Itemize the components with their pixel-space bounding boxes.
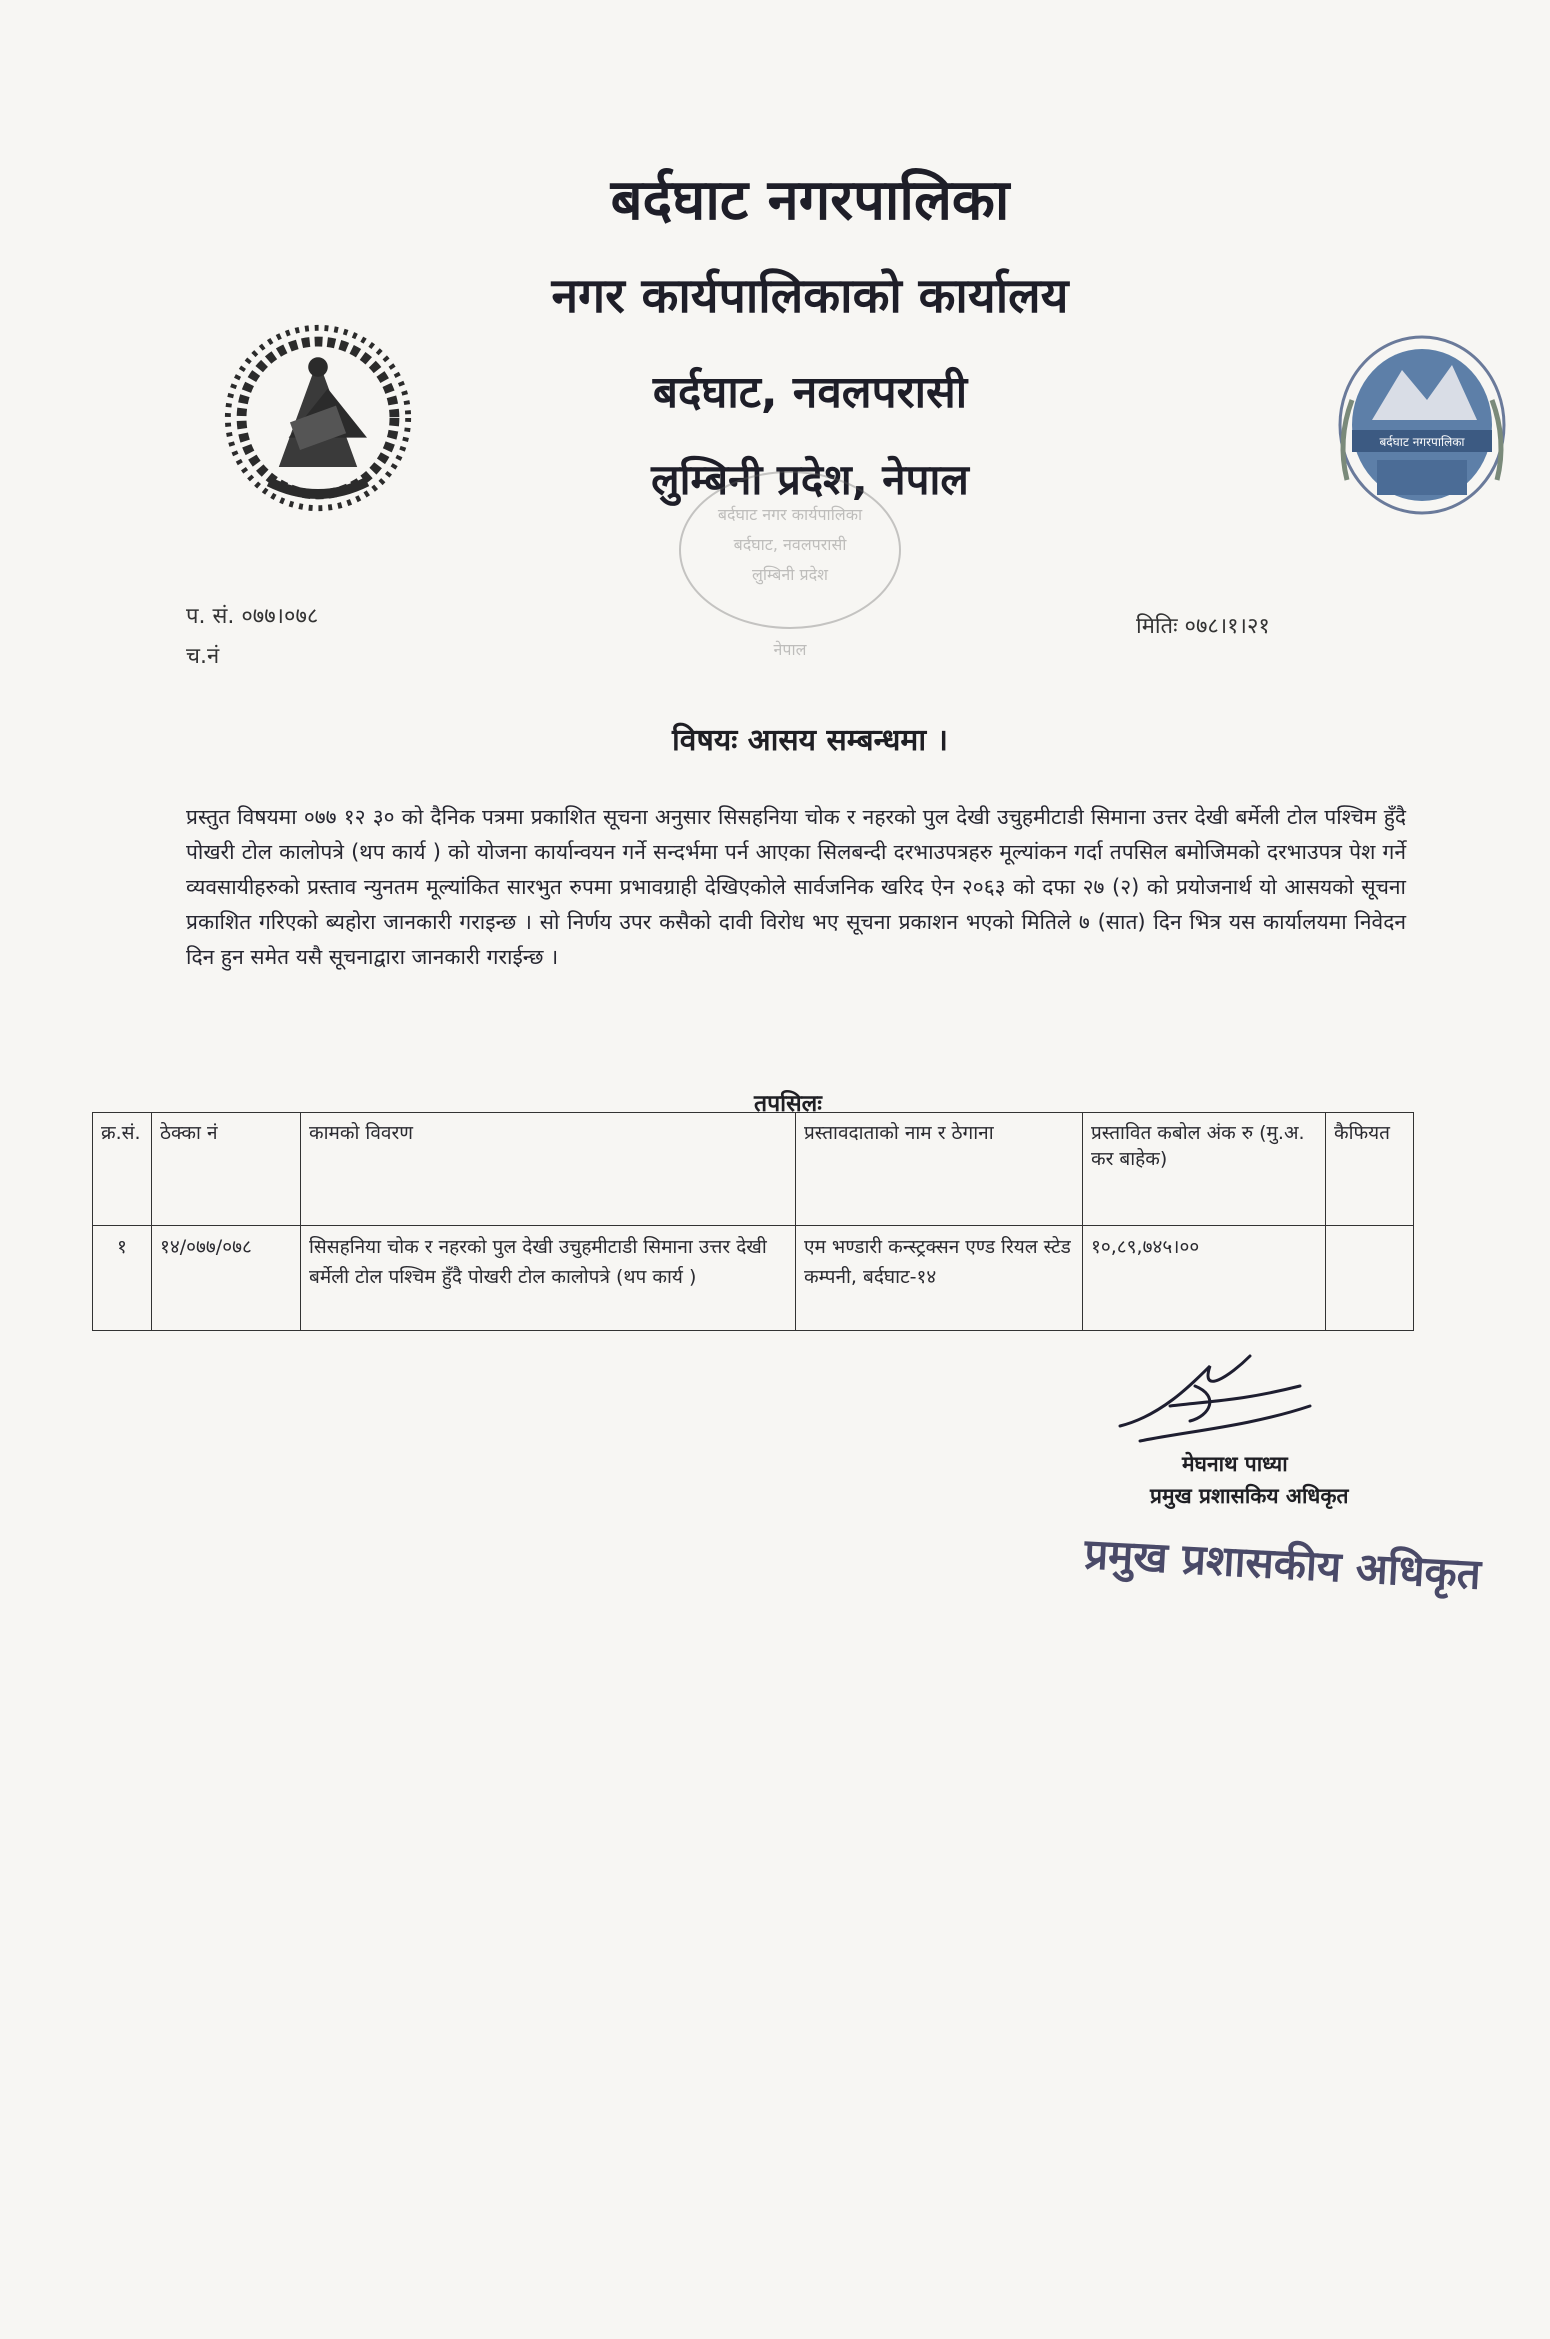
notice-date: मितिः ०७८।१।२१ <box>1136 614 1270 639</box>
subject-line: विषयः आसय सम्बन्धमा । <box>672 723 948 758</box>
col-header-sn: क्र.सं. <box>93 1113 152 1226</box>
table-row <box>93 1226 1414 1331</box>
province-country: लुम्बिनी प्रदेश, नेपाल <box>651 455 969 504</box>
reference-number: प. सं. ०७७।०७८ <box>186 604 319 629</box>
cell-description: सिसहनिया चोक र नहरको पुल देखी उचुहमीटाडी सिमाना उत्तर देखी बर्मेली टोल पश्चिम हुँदै पोखरी टोल कालोपत्रे (थप कार्य ) <box>301 1226 796 1331</box>
svg-text:नेपाल: नेपाल <box>773 640 807 659</box>
signatory-name: मेघनाथ पाध्या <box>1182 1452 1288 1476</box>
svg-text:लुम्बिनी प्रदेश: लुम्बिनी प्रदेश <box>752 565 828 584</box>
col-header-bidder: प्रस्तावदाताको नाम र ठेगाना <box>796 1113 1083 1226</box>
col-header-remarks: कैफियत <box>1326 1113 1414 1226</box>
municipality-name: बर्दघाट नगरपालिका <box>610 168 1010 233</box>
signatory-title: प्रमुख प्रशासकिय अधिकृत <box>1150 1484 1349 1508</box>
dispatch-number: च.नं <box>186 644 220 669</box>
cell-sn: १ <box>93 1226 152 1331</box>
cell-bidder: एम भण्डारी कन्स्ट्रक्सन एण्ड रियल स्टेड कम्पनी, बर्दघाट-१४ <box>796 1226 1083 1331</box>
details-table <box>92 1112 1414 1331</box>
cell-contract-no: १४/०७७/०७८ <box>152 1226 301 1331</box>
col-header-contract: ठेक्का नं <box>152 1113 301 1226</box>
office-address: बर्दघाट, नवलपरासी <box>652 367 968 418</box>
logo-banner-text: बर्दघाट नगरपालिका <box>1379 435 1465 449</box>
signature <box>1100 1346 1320 1456</box>
svg-text:बर्दघाट नगर कार्यपालिका: बर्दघाट नगर कार्यपालिका <box>717 505 863 524</box>
table-header-row <box>93 1113 1414 1226</box>
office-name: नगर कार्यपालिकाको कार्यालय <box>551 268 1069 324</box>
office-stamp <box>660 470 920 670</box>
col-header-amount: प्रस्तावित कबोल अंक रु (मु.अ. कर बाहेक) <box>1083 1113 1326 1226</box>
designation-stamp: प्रमुख प्रशासकीय अधिकृत <box>1083 1528 1483 1599</box>
svg-text:बर्दघाट, नवलपरासी: बर्दघाट, नवलपरासी <box>733 535 847 554</box>
col-header-description: कामको विवरण <box>301 1113 796 1226</box>
notice-body: प्रस्तुत विषयमा ०७७ १२ ३० को दैनिक पत्रमा प्रकाशित सूचना अनुसार सिसहनिया चोक र नहरको पुल देखी उचुहमीटाडी सिमाना उत्तर देखी बर्मेली टोल पश्चिम हुँदै पोखरी टोल कालोपत्रे (थप कार्य ) को योजना कार्यान्वयन गर्ने सन्दर्भमा पर्न आएका सिलबन्दी दरभाउपत्रहरु मूल्यांकन गर्दा तपसिल बमोजिमको दरभाउपत्र पेश गर्ने व्यवसायीहरुको प्रस्ताव न्युनतम मूल्यांकित सारभुत रुपमा प्रभावग्राही देखिएकोले सार्वजनिक खरिद ऐन २०६३ को दफा २७ (२) को प्रयोजनार्थ यो आसयको सूचना प्रकाशित गरिएको ब्यहोरा जानकारी गराइन्छ । सो निर्णय उपर कसैको दावी विरोध भए सूचना प्रकाशन भएको मितिले ७ (सात) दिन भित्र यस कार्यालयमा निवेदन दिन हुन समेत यसै सूचनाद्वारा जानकारी गराईन्छ । <box>186 805 1406 969</box>
table-caption: तपसिलः <box>754 1091 822 1117</box>
cell-amount: १०,८९,७४५।०० <box>1083 1226 1326 1331</box>
cell-remarks <box>1326 1226 1414 1331</box>
